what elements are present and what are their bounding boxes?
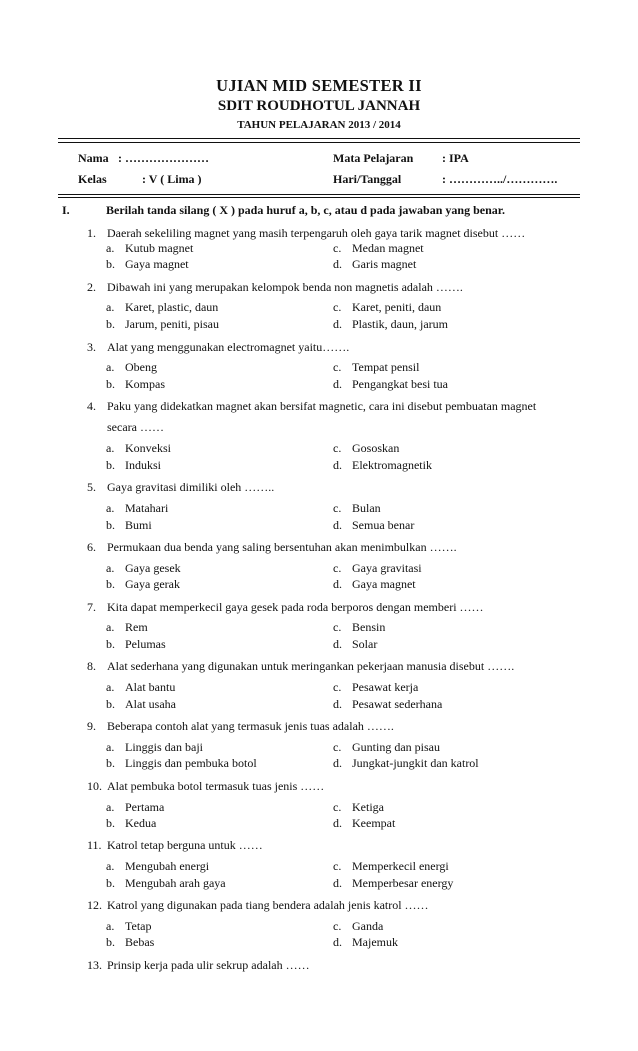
option-1b[interactable]: b. Gaya magnet: [106, 257, 189, 271]
section-number: I.: [62, 203, 70, 217]
option-10b[interactable]: b. Kedua: [106, 816, 157, 830]
option-3b[interactable]: b. Kompas: [106, 377, 165, 391]
option-11d[interactable]: d. Memperbesar energy: [333, 876, 454, 890]
mapel-value: : IPA: [442, 151, 469, 165]
mapel-label: Mata Pelajaran: [333, 151, 414, 165]
option-10c[interactable]: c. Ketiga: [333, 800, 384, 814]
kelas-value: : V ( Lima ): [142, 172, 202, 186]
school-name: SDIT ROUDHOTUL JANNAH: [217, 98, 421, 114]
option-9a[interactable]: a. Linggis dan baji: [106, 740, 203, 754]
question-9: 9. Beberapa contoh alat yang termasuk jenis tuas adalah …….: [87, 719, 394, 733]
question-3: 3. Alat yang menggunakan electromagnet yaitu…….: [87, 340, 350, 354]
option-11c[interactable]: c. Memperkecil energi: [333, 859, 449, 873]
option-9d[interactable]: d. Jungkat-jungkit dan katrol: [333, 756, 479, 770]
option-2c[interactable]: c. Karet, peniti, daun: [333, 300, 442, 314]
question-7: 7. Kita dapat memperkecil gaya gesek pada roda berporos dengan memberi ……: [87, 600, 484, 614]
option-12d[interactable]: d. Majemuk: [333, 935, 398, 949]
option-12c[interactable]: c. Ganda: [333, 919, 384, 933]
option-9b[interactable]: b. Linggis dan pembuka botol: [106, 756, 257, 770]
option-5c[interactable]: c. Bulan: [333, 501, 381, 515]
option-12a[interactable]: a. Tetap: [106, 919, 152, 933]
option-5d[interactable]: d. Semua benar: [333, 518, 415, 532]
option-3c[interactable]: c. Tempat pensil: [333, 360, 420, 374]
option-2b[interactable]: b. Jarum, peniti, pisau: [106, 317, 219, 331]
question-2: 2. Dibawah ini yang merupakan kelompok benda non magnetis adalah …….: [87, 280, 463, 294]
option-8c[interactable]: c. Pesawat kerja: [333, 680, 419, 694]
option-5b[interactable]: b. Bumi: [106, 518, 152, 532]
nama-field[interactable]: : …………………: [118, 151, 209, 165]
section-instruction: Berilah tanda silang ( X ) pada huruf a, b, c, atau d pada jawaban yang benar.: [106, 203, 505, 217]
header-rule-top-double: [58, 142, 580, 143]
option-10d[interactable]: d. Keempat: [333, 816, 396, 830]
option-3d[interactable]: d. Pengangkat besi tua: [333, 377, 448, 391]
option-7b[interactable]: b. Pelumas: [106, 637, 166, 651]
option-11b[interactable]: b. Mengubah arah gaya: [106, 876, 226, 890]
question-1: 1. Daerah sekeliling magnet yang masih terpengaruh oleh gaya tarik magnet disebut ……: [87, 226, 526, 240]
option-6c[interactable]: c. Gaya gravitasi: [333, 561, 422, 575]
question-10: 10. Alat pembuka botol termasuk tuas jenis ……: [87, 779, 325, 793]
question-13: 13. Prinsip kerja pada ulir sekrup adalah ……: [87, 958, 310, 972]
option-11a[interactable]: a. Mengubah energi: [106, 859, 210, 873]
option-6d[interactable]: d. Gaya magnet: [333, 577, 416, 591]
option-8d[interactable]: d. Pesawat sederhana: [333, 697, 443, 711]
option-12b[interactable]: b. Bebas: [106, 935, 155, 949]
question-6: 6. Permukaan dua benda yang saling bersentuhan akan menimbulkan …….: [87, 540, 457, 554]
question-4-continued: secara ……: [107, 420, 164, 434]
option-4a[interactable]: a. Konveksi: [106, 441, 171, 455]
option-1c[interactable]: c. Medan magnet: [333, 241, 424, 255]
tanggal-label: Hari/Tanggal: [333, 172, 402, 186]
option-10a[interactable]: a. Pertama: [106, 800, 165, 814]
exam-title: UJIAN MID SEMESTER II: [216, 76, 422, 95]
option-7a[interactable]: a. Rem: [106, 620, 148, 634]
option-6b[interactable]: b. Gaya gerak: [106, 577, 180, 591]
academic-year: TAHUN PELAJARAN 2013 / 2014: [237, 119, 401, 131]
info-rule-bottom-double: [58, 197, 580, 198]
option-6a[interactable]: a. Gaya gesek: [106, 561, 181, 575]
question-5: 5. Gaya gravitasi dimiliki oleh ……..: [87, 480, 275, 494]
option-4d[interactable]: d. Elektromagnetik: [333, 458, 432, 472]
option-8b[interactable]: b. Alat usaha: [106, 697, 176, 711]
question-11: 11. Katrol tetap berguna untuk ……: [87, 838, 263, 852]
option-1a[interactable]: a. Kutub magnet: [106, 241, 194, 255]
question-4: 4. Paku yang didekatkan magnet akan bersifat magnetic, cara ini disebut pembuatan magnet: [87, 399, 537, 413]
option-7d[interactable]: d. Solar: [333, 637, 378, 651]
question-12: 12. Katrol yang digunakan pada tiang bendera adalah jenis katrol ……: [87, 898, 429, 912]
option-2a[interactable]: a. Karet, plastic, daun: [106, 300, 219, 314]
option-2d[interactable]: d. Plastik, daun, jarum: [333, 317, 448, 331]
option-5a[interactable]: a. Matahari: [106, 501, 169, 515]
option-7c[interactable]: c. Bensin: [333, 620, 386, 634]
tanggal-field[interactable]: : …………../………….: [442, 172, 558, 186]
nama-label: Nama: [78, 151, 109, 165]
option-4b[interactable]: b. Induksi: [106, 458, 161, 472]
kelas-label: Kelas: [78, 172, 107, 186]
question-8: 8. Alat sederhana yang digunakan untuk meringankan pekerjaan manusia disebut …….: [87, 659, 515, 673]
header-rule-top: [58, 138, 580, 139]
info-rule-bottom: [58, 194, 580, 195]
option-3a[interactable]: a. Obeng: [106, 360, 157, 374]
option-9c[interactable]: c. Gunting dan pisau: [333, 740, 440, 754]
option-8a[interactable]: a. Alat bantu: [106, 680, 176, 694]
option-4c[interactable]: c. Gososkan: [333, 441, 400, 455]
option-1d[interactable]: d. Garis magnet: [333, 257, 417, 271]
